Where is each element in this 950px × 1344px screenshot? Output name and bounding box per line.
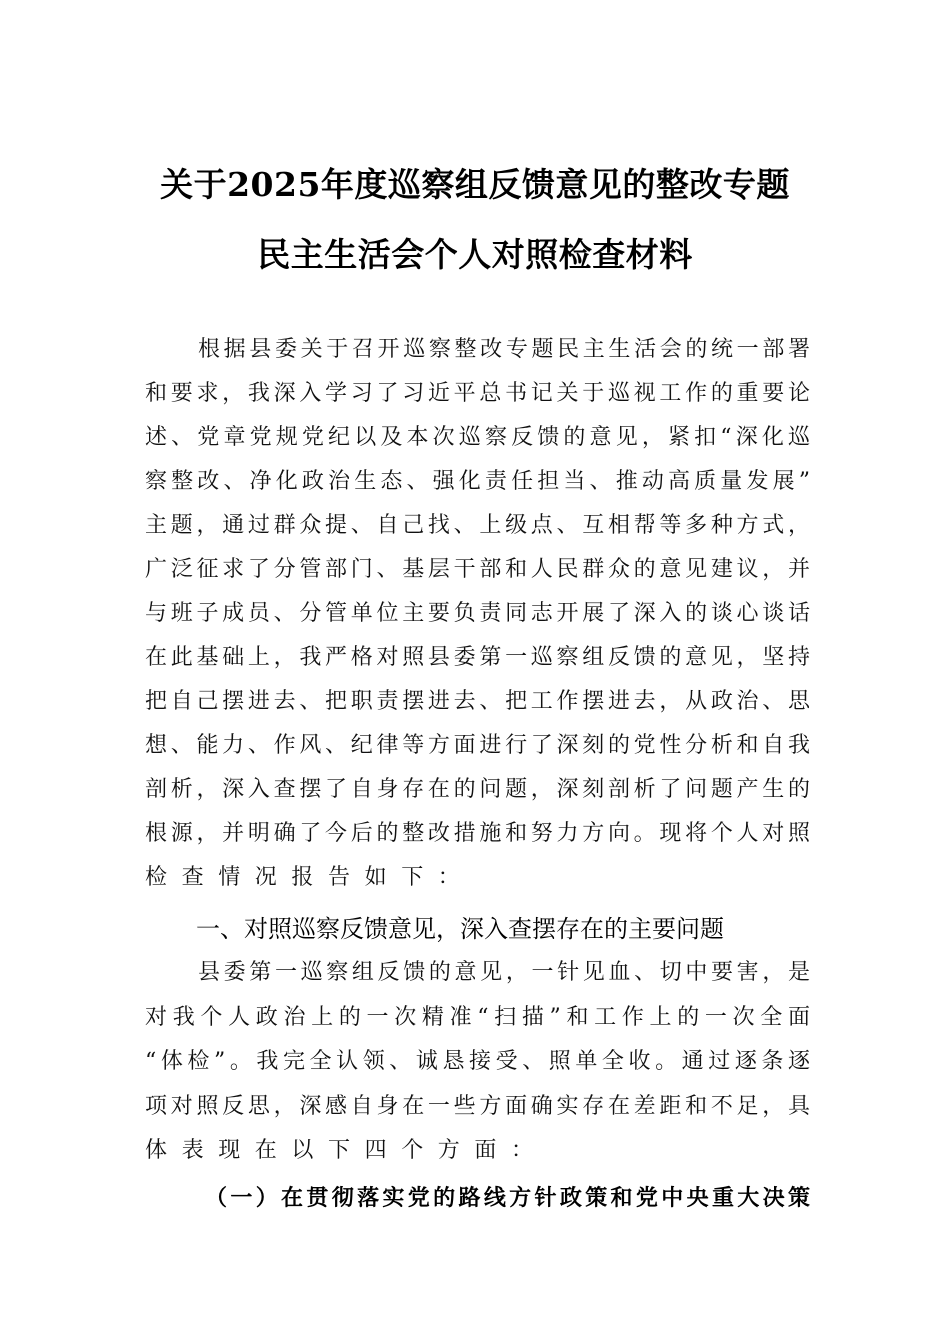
body-line: 主题，通过群众提、自己找、上级点、互相帮等多种方式， (145, 513, 810, 538)
body-line: 对我个人政治上的一次精准“扫描”和工作上的一次全面 (145, 1005, 810, 1030)
body-line: 与班子成员、分管单位主要负责同志开展了深入的谈心谈话 (145, 601, 810, 626)
body-line: 体表现在以下四个方面： (145, 1138, 548, 1163)
body-line: 广泛征求了分管部门、基层干部和人民群众的意见建议，并 (145, 557, 810, 582)
document-title-line-2: 民主生活会个人对照检查材料 (257, 235, 693, 274)
body-line: 和要求，我深入学习了习近平总书记关于巡视工作的重要论 (145, 381, 810, 406)
section-heading: 一、对照巡察反馈意见，深入查摆存在的主要问题 (196, 915, 724, 943)
body-line: 检查情况报告如下： (145, 865, 475, 890)
document-title-line-1: 关于2025年度巡察组反馈意见的整改专题 (160, 165, 790, 204)
body-line: 察整改、净化政治生态、强化责任担当、推动高质量发展” (145, 469, 810, 494)
body-line: “体检”。我完全认领、诚恳接受、照单全收。通过逐条逐 (145, 1049, 810, 1074)
body-line: 想、能力、作风、纪律等方面进行了深刻的党性分析和自我 (145, 733, 810, 758)
body-line: 剖析，深入查摆了自身存在的问题，深刻剖析了问题产生的 (145, 777, 810, 802)
body-line: 述、党章党规党纪以及本次巡察反馈的意见，紧扣“深化巡 (145, 425, 810, 450)
body-line: 把自己摆进去、把职责摆进去、把工作摆进去，从政治、思 (145, 689, 810, 714)
body-line: 项对照反思，深感自身在一些方面确实存在差距和不足，具 (145, 1094, 810, 1119)
body-line: 根源，并明确了今后的整改措施和努力方向。现将个人对照 (145, 821, 810, 846)
body-line: 县委第一巡察组反馈的意见，一针见血、切中要害，是 (198, 960, 810, 985)
subsection-heading: （一）在贯彻落实党的路线方针政策和党中央重大决策 (205, 1185, 810, 1211)
body-line: 在此基础上，我严格对照县委第一巡察组反馈的意见，坚持 (145, 645, 810, 670)
body-line: 根据县委关于召开巡察整改专题民主生活会的统一部署 (198, 337, 810, 362)
